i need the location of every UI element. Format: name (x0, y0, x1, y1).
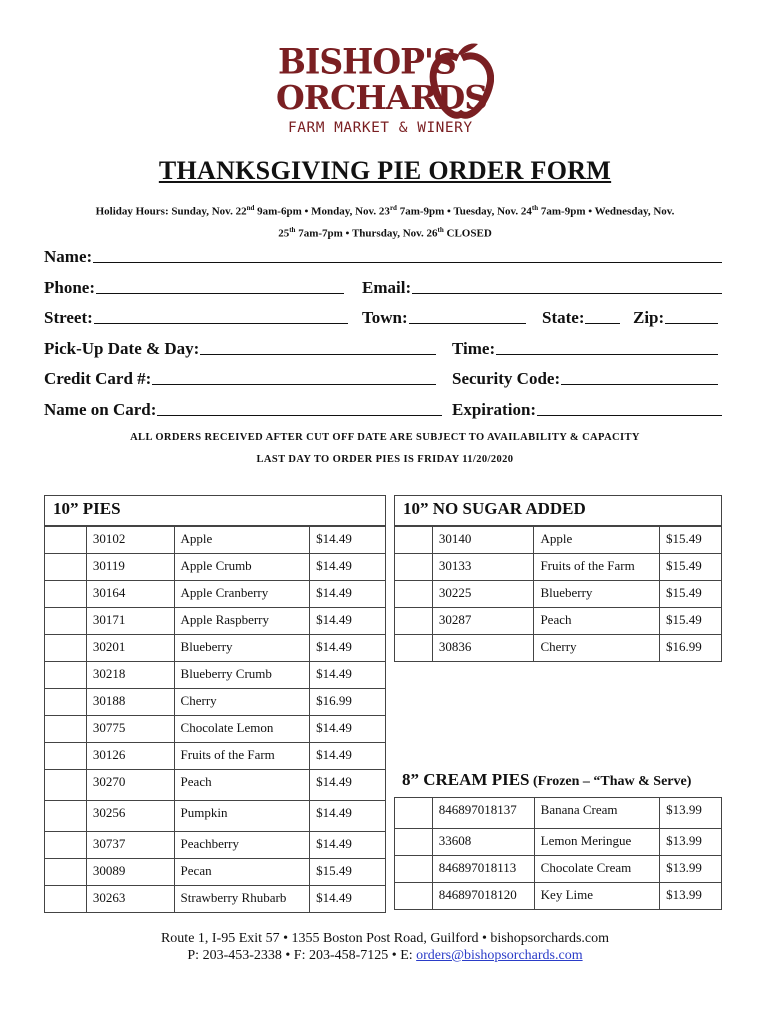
table-row (395, 635, 722, 662)
quantity-cell[interactable] (395, 608, 433, 635)
quantity-cell[interactable] (395, 856, 433, 883)
street-field[interactable]: Street: (44, 308, 348, 328)
item-price: $16.99 (660, 635, 722, 662)
item-code: 30263 (86, 886, 174, 913)
logo-line-1: BISHOP'S (278, 41, 456, 82)
item-code: 30287 (432, 608, 534, 635)
apple-icon (428, 40, 494, 124)
item-code: 30188 (86, 689, 174, 716)
item-name: Peach (534, 608, 660, 635)
item-price: $15.49 (660, 554, 722, 581)
item-name: Blueberry (174, 635, 310, 662)
item-name: Pecan (174, 859, 310, 886)
item-price: $14.49 (310, 832, 386, 859)
item-price: $15.49 (660, 608, 722, 635)
item-name: Blueberry (534, 581, 660, 608)
availability-notice: ALL ORDERS RECEIVED AFTER CUT OFF DATE ARE SUBJECT TO AVAILABILITY & CAPACITY (130, 432, 640, 443)
table-row (45, 770, 386, 801)
quantity-cell[interactable] (45, 581, 87, 608)
table-row (45, 743, 386, 770)
item-code: 30102 (86, 527, 174, 554)
quantity-cell[interactable] (45, 608, 87, 635)
cream-header: 8” CREAM PIES (Frozen – “Thaw & Serve) (402, 770, 692, 789)
item-code: 30126 (86, 743, 174, 770)
item-price: $14.49 (310, 743, 386, 770)
item-name: Chocolate Lemon (174, 716, 310, 743)
table-row (45, 554, 386, 581)
item-code: 30775 (86, 716, 174, 743)
table-row (45, 527, 386, 554)
time-field[interactable]: Time: (452, 339, 718, 359)
item-code: 30089 (86, 859, 174, 886)
item-name: Key Lime (534, 883, 659, 910)
table-row (395, 856, 722, 883)
item-name: Lemon Meringue (534, 829, 659, 856)
item-name: Chocolate Cream (534, 856, 659, 883)
logo-line-2: ORCHARDS (276, 78, 488, 117)
item-code: 30133 (432, 554, 534, 581)
item-name: Apple Raspberry (174, 608, 310, 635)
item-code: 30256 (86, 801, 174, 832)
nosugar-table (394, 526, 722, 662)
item-price: $14.49 (310, 770, 386, 801)
table-row (395, 581, 722, 608)
item-code: 30218 (86, 662, 174, 689)
quantity-cell[interactable] (45, 886, 87, 913)
holiday-hours-line-1: Holiday Hours: Sunday, Nov. 22nd 9am-6pm • Monday, Nov. 23rd 7am-9pm • Tuesday, Nov. 24th 7am-9pm • Wednesday, Nov. (95, 204, 675, 218)
item-price: $13.99 (660, 883, 722, 910)
item-price: $15.49 (660, 527, 722, 554)
quantity-cell[interactable] (395, 829, 433, 856)
item-code: 30119 (86, 554, 174, 581)
quantity-cell[interactable] (45, 554, 87, 581)
email-link[interactable]: orders@bishopsorchards.com (416, 948, 583, 963)
table-row (45, 608, 386, 635)
pies10-table (44, 526, 386, 913)
item-price: $14.49 (310, 554, 386, 581)
item-name: Blueberry Crumb (174, 662, 310, 689)
quantity-cell[interactable] (45, 832, 87, 859)
quantity-cell[interactable] (45, 770, 87, 801)
item-name: Peachberry (174, 832, 310, 859)
item-code: 33608 (432, 829, 534, 856)
item-name: Banana Cream (534, 798, 659, 829)
quantity-cell[interactable] (45, 635, 87, 662)
quantity-cell[interactable] (45, 662, 87, 689)
expiration-field[interactable]: Expiration: (452, 400, 722, 420)
item-price: $13.99 (660, 856, 722, 883)
quantity-cell[interactable] (395, 635, 433, 662)
quantity-cell[interactable] (395, 798, 433, 829)
item-price: $14.49 (310, 801, 386, 832)
phone-field[interactable]: Phone: (44, 278, 344, 298)
table-row (395, 554, 722, 581)
item-price: $14.49 (310, 527, 386, 554)
item-price: $14.49 (310, 581, 386, 608)
item-name: Fruits of the Farm (174, 743, 310, 770)
table-row (45, 859, 386, 886)
town-field[interactable]: Town: (362, 308, 526, 328)
quantity-cell[interactable] (395, 527, 433, 554)
logo (270, 40, 500, 140)
table-row (395, 608, 722, 635)
quantity-cell[interactable] (395, 883, 433, 910)
item-code: 30836 (432, 635, 534, 662)
item-name: Strawberry Rhubarb (174, 886, 310, 913)
email-field[interactable]: Email: (362, 278, 722, 298)
table-row (45, 662, 386, 689)
table-row (395, 527, 722, 554)
security-code-field[interactable]: Security Code: (452, 369, 718, 389)
item-name: Pumpkin (174, 801, 310, 832)
table-row (45, 689, 386, 716)
item-name: Apple Cranberry (174, 581, 310, 608)
item-price: $13.99 (660, 798, 722, 829)
item-price: $14.49 (310, 716, 386, 743)
item-price: $14.49 (310, 608, 386, 635)
item-code: 30140 (432, 527, 534, 554)
pickup-field[interactable]: Pick-Up Date & Day: (44, 339, 436, 359)
item-name: Apple (174, 527, 310, 554)
quantity-cell[interactable] (45, 689, 87, 716)
holiday-hours-line-2: 25th 7am-7pm • Thursday, Nov. 26th CLOSED (278, 226, 492, 240)
item-code: 846897018113 (432, 856, 534, 883)
cream-table (394, 797, 722, 910)
item-price: $14.49 (310, 662, 386, 689)
name-on-card-field[interactable]: Name on Card: (44, 400, 442, 420)
item-name: Cherry (534, 635, 660, 662)
nosugar-header: 10” NO SUGAR ADDED (394, 495, 722, 526)
item-price: $14.49 (310, 635, 386, 662)
item-price: $14.49 (310, 886, 386, 913)
credit-card-field[interactable]: Credit Card #: (44, 369, 436, 389)
item-name: Apple (534, 527, 660, 554)
item-name: Cherry (174, 689, 310, 716)
quantity-cell[interactable] (45, 743, 87, 770)
item-code: 846897018120 (432, 883, 534, 910)
item-code: 30270 (86, 770, 174, 801)
item-name: Fruits of the Farm (534, 554, 660, 581)
table-row (45, 801, 386, 832)
table-row (45, 716, 386, 743)
item-name: Apple Crumb (174, 554, 310, 581)
item-code: 30171 (86, 608, 174, 635)
table-row (395, 798, 722, 829)
footer-address: Route 1, I-95 Exit 57 • 1355 Boston Post Road, Guilford • bishopsorchards.com (160, 931, 610, 946)
pies10-header: 10” PIES (44, 495, 386, 526)
item-price: $15.49 (660, 581, 722, 608)
item-code: 30225 (432, 581, 534, 608)
item-price: $13.99 (660, 829, 722, 856)
table-row (395, 829, 722, 856)
order-deadline-notice: LAST DAY TO ORDER PIES IS FRIDAY 11/20/2020 (256, 454, 514, 465)
quantity-cell[interactable] (395, 581, 433, 608)
item-price: $15.49 (310, 859, 386, 886)
quantity-cell[interactable] (45, 859, 87, 886)
quantity-cell[interactable] (45, 527, 87, 554)
table-row (45, 832, 386, 859)
page-title: THANKSGIVING PIE ORDER FORM (158, 156, 612, 185)
quantity-cell[interactable] (45, 801, 87, 832)
item-code: 846897018137 (432, 798, 534, 829)
quantity-cell[interactable] (45, 716, 87, 743)
item-code: 30164 (86, 581, 174, 608)
table-row (395, 883, 722, 910)
zip-field[interactable]: Zip: (633, 308, 718, 328)
footer-contact: P: 203-453-2338 • F: 203-458-7125 • E: orders@bishopsorchards.com (187, 948, 583, 963)
table-row (45, 886, 386, 913)
table-row (45, 581, 386, 608)
state-field[interactable]: State: (542, 308, 620, 328)
logo-subtitle: FARM MARKET & WINERY (288, 120, 473, 136)
table-row (45, 635, 386, 662)
item-code: 30737 (86, 832, 174, 859)
name-field[interactable]: Name: (44, 247, 722, 267)
quantity-cell[interactable] (395, 554, 433, 581)
item-price: $16.99 (310, 689, 386, 716)
item-name: Peach (174, 770, 310, 801)
item-code: 30201 (86, 635, 174, 662)
